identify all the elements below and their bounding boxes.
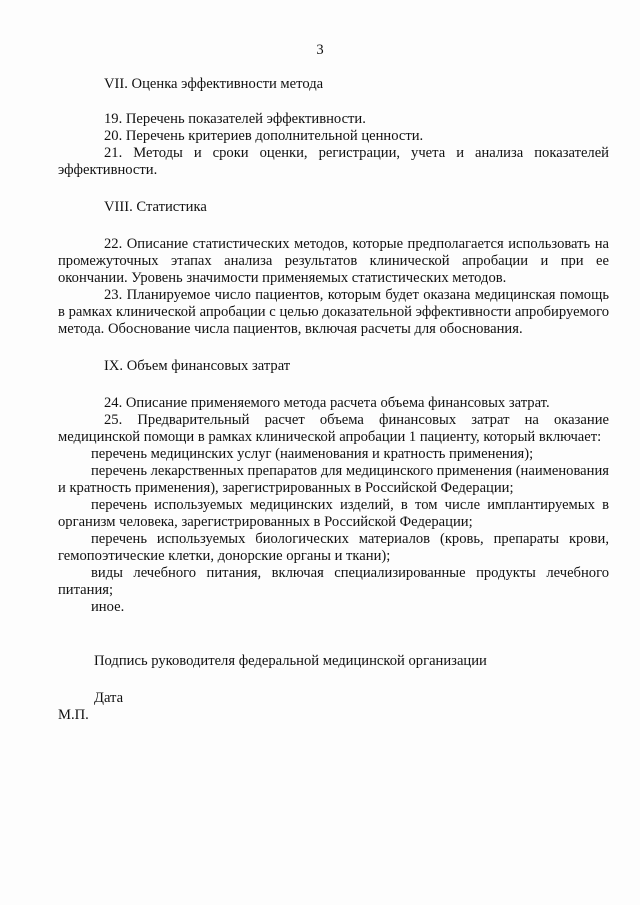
list-item-other: иное. [91,599,125,615]
document-body [58,76,609,724]
stamp-label: М.П. [58,707,89,723]
item-23: 23. Планируемое число пациентов, которым будет оказана медицинская помощь в рамках клинической апробации с целью доказательной эффективности апробируемого метода. Обоснование числа пациентов, включая расчеты для обоснования. [58,287,609,337]
date-label: Дата [94,690,124,706]
list-item-biomaterials: перечень используемых биологических материалов (кровь, препараты крови, гемопоэтические клетки, донорские органы и ткани); [58,531,609,564]
page-number: 3 [316,42,324,58]
section-7-heading: VII. Оценка эффективности метода [104,76,324,92]
item-22: 22. Описание статистических методов, которые предполагается использовать на промежуточных этапах анализа результатов клинической апробации и при ее окончании. Уровень значимости применяемых статистических методов. [58,236,609,286]
list-item-devices: перечень используемых медицинских изделий, в том числе имплантируемых в организм человека, зарегистрированных в Российской Федерации; [58,497,609,530]
list-item-drugs: перечень лекарственных препаратов для медицинского применения (наименования и кратность применения), зарегистрированных в Российской Федерации; [58,463,609,496]
list-item-services: перечень медицинских услуг (наименования и кратность применения); [91,446,534,462]
item-25: 25. Предварительный расчет объема финансовых затрат на оказание медицинской помощи в рамках клинической апробации 1 пациенту, который включает: [58,412,609,445]
item-21: 21. Методы и сроки оценки, регистрации, учета и анализа показателей эффективности. [58,145,609,178]
signature-line: Подпись руководителя федеральной медицинской организации [94,653,487,669]
item-24: 24. Описание применяемого метода расчета объема финансовых затрат. [104,395,550,411]
item-20: 20. Перечень критериев дополнительной ценности. [104,128,424,144]
section-9-heading: IX. Объем финансовых затрат [104,358,291,374]
item-19: 19. Перечень показателей эффективности. [104,111,366,127]
section-8-heading: VIII. Статистика [104,199,207,215]
list-item-nutrition: виды лечебного питания, включая специализированные продукты лечебного питания; [58,565,609,598]
